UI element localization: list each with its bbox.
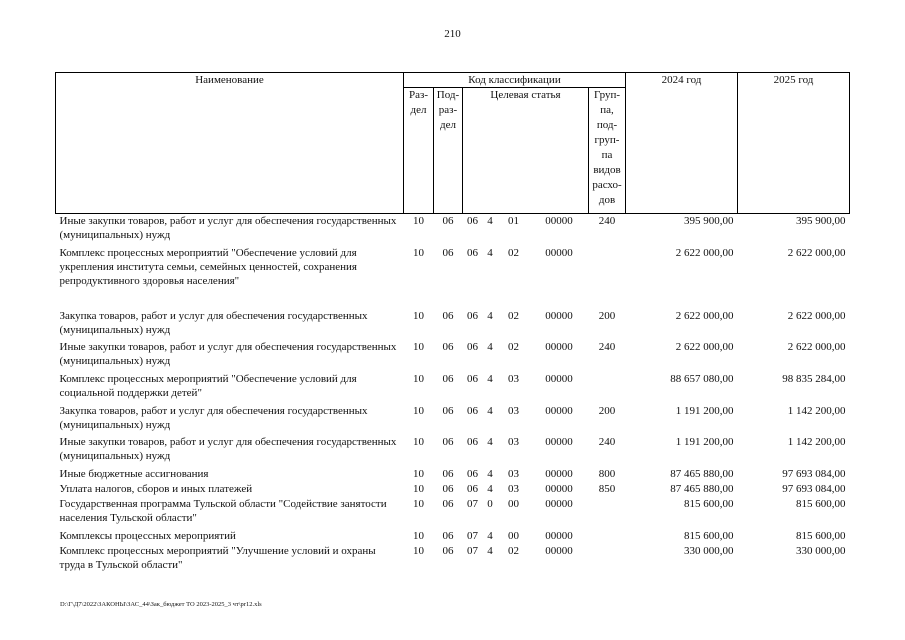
row-amount-2025: 395 900,00: [796, 215, 846, 227]
row-vr: [589, 246, 626, 309]
table-row: [56, 372, 850, 404]
row-cs4: 00000: [545, 309, 573, 322]
row-cs3: 00: [508, 497, 519, 510]
row-amount-2024: 87 465 880,00: [670, 482, 734, 495]
row-razdel: 10: [413, 435, 424, 448]
header-subsection: Под- раз- дел: [434, 88, 463, 214]
header-target-article: Целевая статья: [463, 88, 589, 214]
row-razdel: 10: [413, 497, 424, 510]
row-cs3: 02: [508, 544, 519, 557]
row-cs3: 03: [508, 467, 519, 480]
row-amount-2025: 98 835 284,00: [782, 372, 846, 385]
row-razdel: 10: [413, 467, 424, 480]
header-section: Раз- дел: [404, 88, 434, 214]
header-name: Наименование: [56, 73, 404, 214]
row-cs2: 4: [487, 340, 493, 353]
row-cs2: 4: [487, 482, 493, 495]
row-cs4: 00000: [545, 435, 573, 448]
table-row: [56, 214, 850, 246]
row-cs4: 00000: [545, 372, 573, 385]
table-row: [56, 404, 850, 435]
table-row: [56, 309, 850, 340]
row-cs3: 00: [508, 529, 519, 542]
row-razdel: 10: [413, 544, 424, 557]
table-row: [56, 544, 850, 574]
row-vr: 850: [598, 482, 616, 495]
table-row: [56, 246, 850, 309]
row-vr: [589, 372, 626, 404]
row-cs3: 01: [508, 215, 519, 227]
row-amount-2024: 2 622 000,00: [675, 309, 734, 322]
row-cs3: 03: [508, 482, 519, 495]
row-podrazdel: 06: [442, 467, 454, 480]
row-cs1: 06: [467, 482, 478, 495]
row-cs2: 0: [487, 497, 493, 510]
row-name: Иные бюджетные ассигнования: [59, 467, 209, 480]
row-cs1: 06: [467, 467, 478, 480]
row-amount-2024: 815 600,00: [684, 497, 734, 510]
row-name: Комплекс процессных мероприятий "Улучшение условий и охраны труда в Тульской области": [59, 544, 376, 571]
row-cs3: 03: [508, 404, 519, 417]
row-name: Иные закупки товаров, работ и услуг для обеспечения государственных (муниципальных) нужд: [59, 435, 397, 462]
row-name: Государственная программа Тульской области "Содействие занятости населения Тульской области": [59, 497, 387, 524]
row-name: Закупка товаров, работ и услуг для обеспечения государственных (муниципальных) нужд: [59, 309, 368, 336]
row-vr: 240: [598, 340, 616, 353]
row-cs1: 06: [467, 435, 478, 448]
row-razdel: 10: [413, 482, 424, 495]
row-razdel: 10: [413, 372, 424, 385]
header-year-2025: 2025 год: [738, 73, 850, 214]
row-amount-2025: 97 693 084,00: [782, 467, 846, 480]
row-amount-2024: 330 000,00: [684, 544, 734, 557]
row-name: Уплата налогов, сборов и иных платежей: [59, 482, 253, 495]
row-cs1: 06: [467, 246, 478, 259]
row-amount-2025: 97 693 084,00: [782, 482, 846, 495]
row-amount-2025: 815 600,00: [796, 529, 846, 542]
row-amount-2025: 815 600,00: [796, 497, 846, 510]
row-cs2: 4: [487, 215, 493, 227]
row-cs4: 00000: [545, 215, 573, 227]
row-razdel: 10: [413, 404, 424, 417]
row-name: Комплексы процессных мероприятий: [59, 529, 236, 542]
row-amount-2024: 2 622 000,00: [675, 246, 734, 259]
row-cs1: 06: [467, 309, 478, 322]
row-razdel: 10: [413, 309, 424, 322]
row-amount-2025: 330 000,00: [796, 544, 846, 557]
row-cs3: 02: [508, 309, 519, 322]
row-cs1: 07: [467, 544, 478, 557]
row-cs4: 00000: [545, 404, 573, 417]
row-cs1: 06: [467, 340, 478, 353]
row-vr: [589, 529, 626, 544]
row-cs4: 00000: [545, 482, 573, 495]
row-cs1: 06: [467, 372, 478, 385]
row-cs1: 06: [467, 404, 478, 417]
file-path-footer: D:\Г\Д7\2022\ЗАКОНЫ\ЗАС_44\Зак_бюджет ТО 2023-2025_3 чт\pr12.xls: [60, 601, 262, 608]
row-podrazdel: 06: [442, 404, 454, 417]
row-amount-2024: 2 622 000,00: [675, 340, 734, 353]
row-vr: 240: [598, 435, 616, 448]
row-cs3: 03: [508, 372, 519, 385]
row-amount-2024: 88 657 080,00: [670, 372, 734, 385]
row-vr: [589, 497, 626, 529]
row-podrazdel: 06: [442, 544, 454, 557]
row-podrazdel: 06: [442, 340, 454, 353]
row-name: Комплекс процессных мероприятий "Обеспечение условий для укрепления института семьи, семейных ценностей, сохранения репродуктивного здоровья населения": [59, 246, 357, 287]
row-cs2: 4: [487, 544, 493, 557]
table-row: [56, 340, 850, 372]
row-cs1: 06: [467, 215, 478, 227]
row-amount-2024: 395 900,00: [684, 215, 734, 227]
table-row: [56, 497, 850, 529]
row-cs4: 00000: [545, 529, 573, 542]
row-cs1: 07: [467, 497, 478, 510]
row-amount-2024: 1 191 200,00: [675, 404, 734, 417]
row-cs3: 02: [508, 340, 519, 353]
row-amount-2024: 1 191 200,00: [675, 435, 734, 448]
row-cs3: 02: [508, 246, 519, 259]
row-razdel: 10: [413, 246, 424, 259]
row-podrazdel: 06: [442, 309, 454, 322]
row-amount-2025: 2 622 000,00: [787, 246, 846, 259]
row-cs4: 00000: [545, 544, 573, 557]
row-cs2: 4: [487, 529, 493, 542]
budget-table: [55, 72, 850, 574]
row-cs4: 00000: [545, 467, 573, 480]
row-cs2: 4: [487, 435, 493, 448]
row-razdel: 10: [413, 215, 424, 227]
row-amount-2025: 2 622 000,00: [787, 309, 846, 322]
header-expense-group: Груп- па, под- груп- па видов расхо- дов: [589, 88, 626, 214]
row-cs4: 00000: [545, 340, 573, 353]
row-vr: 800: [598, 467, 616, 480]
table-row: [56, 482, 850, 497]
row-amount-2024: 815 600,00: [684, 529, 734, 542]
row-amount-2025: 2 622 000,00: [787, 340, 846, 353]
row-podrazdel: 06: [442, 435, 454, 448]
table-row: [56, 435, 850, 467]
row-podrazdel: 06: [442, 372, 454, 385]
row-cs2: 4: [487, 467, 493, 480]
row-name: Иные закупки товаров, работ и услуг для обеспечения государственных (муниципальных) нужд: [59, 340, 397, 367]
row-podrazdel: 06: [442, 246, 454, 259]
row-amount-2025: 1 142 200,00: [787, 435, 846, 448]
row-podrazdel: 06: [442, 529, 454, 542]
row-name: Иные закупки товаров, работ и услуг для обеспечения государственных (муниципальных) нужд: [59, 215, 397, 241]
row-amount-2025: 1 142 200,00: [787, 404, 846, 417]
row-cs1: 07: [467, 529, 478, 542]
row-cs3: 03: [508, 435, 519, 448]
row-razdel: 10: [413, 340, 424, 353]
row-cs2: 4: [487, 309, 493, 322]
row-vr: [589, 544, 626, 574]
row-cs2: 4: [487, 404, 493, 417]
row-cs4: 00000: [545, 246, 573, 259]
row-razdel: 10: [413, 529, 424, 542]
row-name: Комплекс процессных мероприятий "Обеспечение условий для социальной поддержки детей": [59, 372, 357, 399]
header-code: Код классификации: [404, 73, 626, 88]
row-cs2: 4: [487, 246, 493, 259]
row-name: Закупка товаров, работ и услуг для обеспечения государственных (муниципальных) нужд: [59, 404, 368, 431]
row-podrazdel: 06: [442, 497, 454, 510]
row-cs2: 4: [487, 372, 493, 385]
row-vr: 200: [598, 404, 616, 417]
row-vr: 240: [598, 215, 616, 227]
row-amount-2024: 87 465 880,00: [670, 467, 734, 480]
table-row: [56, 467, 850, 482]
row-podrazdel: 06: [442, 215, 454, 227]
row-vr: 200: [598, 309, 616, 322]
row-cs4: 00000: [545, 497, 573, 510]
row-podrazdel: 06: [442, 482, 454, 495]
page-number: 210: [444, 28, 461, 40]
table-row: [56, 529, 850, 544]
header-year-2024: 2024 год: [626, 73, 738, 214]
